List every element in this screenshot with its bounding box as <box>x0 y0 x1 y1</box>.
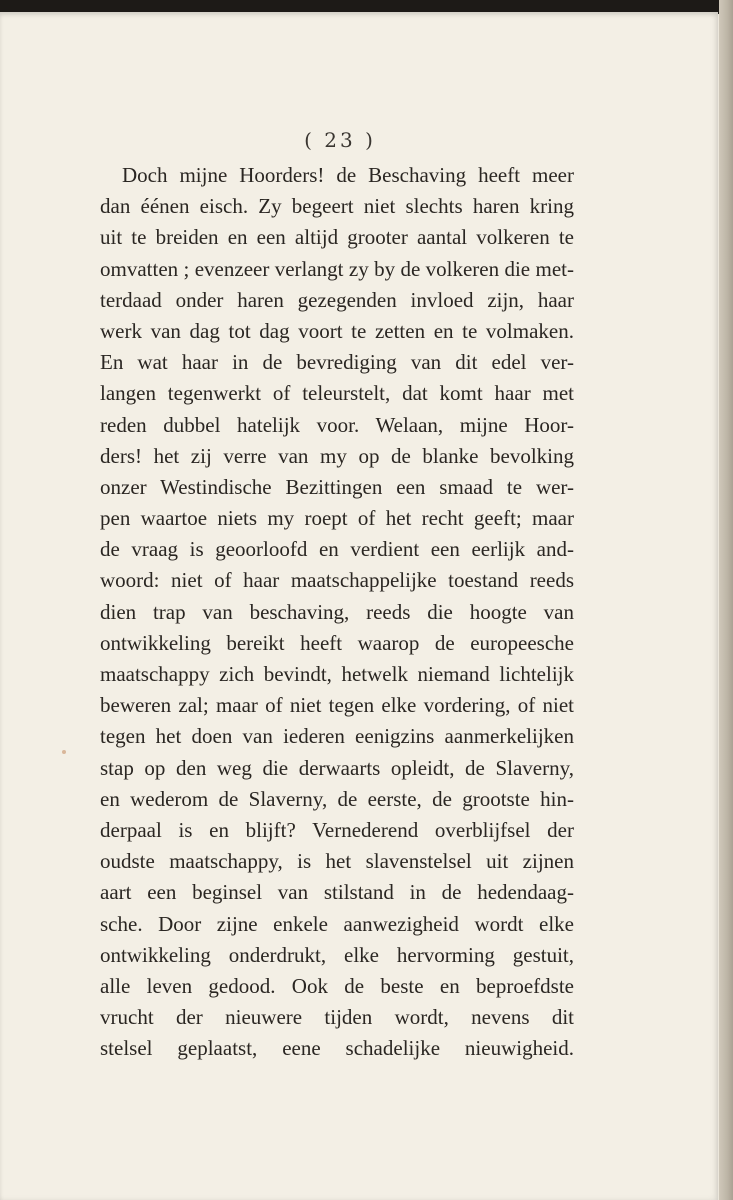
text-line: maatschappy zich bevindt, hetwelk niemand lichtelijk <box>100 662 574 686</box>
text-line: pen waartoe niets my roept of het recht geeft; maar <box>100 506 574 531</box>
text-line: dien trap van beschaving, reeds die hoogte van <box>100 599 574 624</box>
text-line: reden dubbel hatelijk voor. Welaan, mijne Hoor- <box>100 412 574 437</box>
paper-speck <box>62 750 66 754</box>
text-line: oudste maatschappy, is het slavenstelsel uit zijnen <box>100 849 574 874</box>
text-line: omvatten ; evenzeer verlangt zy by de volkeren die met- <box>100 256 574 281</box>
text-line: sche. Door zijne enkele aanwezigheid wordt elke <box>100 911 574 936</box>
book-page <box>0 12 718 1200</box>
text-line: beweren zal; maar of niet tegen elke vordering, of niet <box>100 693 574 718</box>
page-edge <box>719 0 733 1200</box>
text-line: dan éénen eisch. Zy begeert niet slechts haren kring <box>100 194 574 219</box>
text-line: ders! het zij verre van my op de blanke bevolking <box>100 443 574 468</box>
text-line: aart een beginsel van stilstand in de hedendaag- <box>100 880 574 905</box>
text-line: terdaad onder haren gezegenden invloed zijn, haar <box>100 287 574 312</box>
text-line: alle leven gedood. Ook de beste en beproefdste <box>100 973 574 998</box>
text-line: ontwikkeling onderdrukt, elke hervorming gestuit, <box>100 942 574 967</box>
text-line: derpaal is en blijft? Vernederend overblijfsel der <box>100 817 574 842</box>
text-line: langen tegenwerkt of teleurstelt, dat komt haar met <box>100 381 574 406</box>
text-line: woord: niet of haar maatschappelijke toestand reeds <box>100 568 574 593</box>
page-number: ( 23 ) <box>304 128 376 152</box>
text-line: onzer Westindische Bezittingen een smaad te wer- <box>100 474 574 499</box>
text-line: En wat haar in de bevrediging van dit edel ver- <box>100 350 574 375</box>
text-line: tegen het doen van iederen eenigzins aanmerkelijken <box>100 724 574 749</box>
text-line: Doch mijne Hoorders! de Beschaving heeft meer <box>122 163 574 187</box>
text-line: uit te breiden en een altijd grooter aantal volkeren te <box>100 225 574 250</box>
text-line: de vraag is geoorloofd en verdient een eerlijk and- <box>100 537 574 562</box>
text-line: en wederom de Slaverny, de eerste, de grootste hin- <box>100 786 574 811</box>
body-text <box>100 160 574 1064</box>
text-line: stelsel geplaatst, eene schadelijke nieuwigheid. <box>100 1036 574 1061</box>
text-line: stap op den weg die derwaarts opleidt, de Slaverny, <box>100 755 574 780</box>
text-line: werk van dag tot dag voort te zetten en te volmaken. <box>100 318 574 343</box>
text-line: vrucht der nieuwere tijden wordt, nevens dit <box>100 1005 574 1030</box>
text-line: ontwikkeling bereikt heeft waarop de europeesche <box>100 630 574 655</box>
